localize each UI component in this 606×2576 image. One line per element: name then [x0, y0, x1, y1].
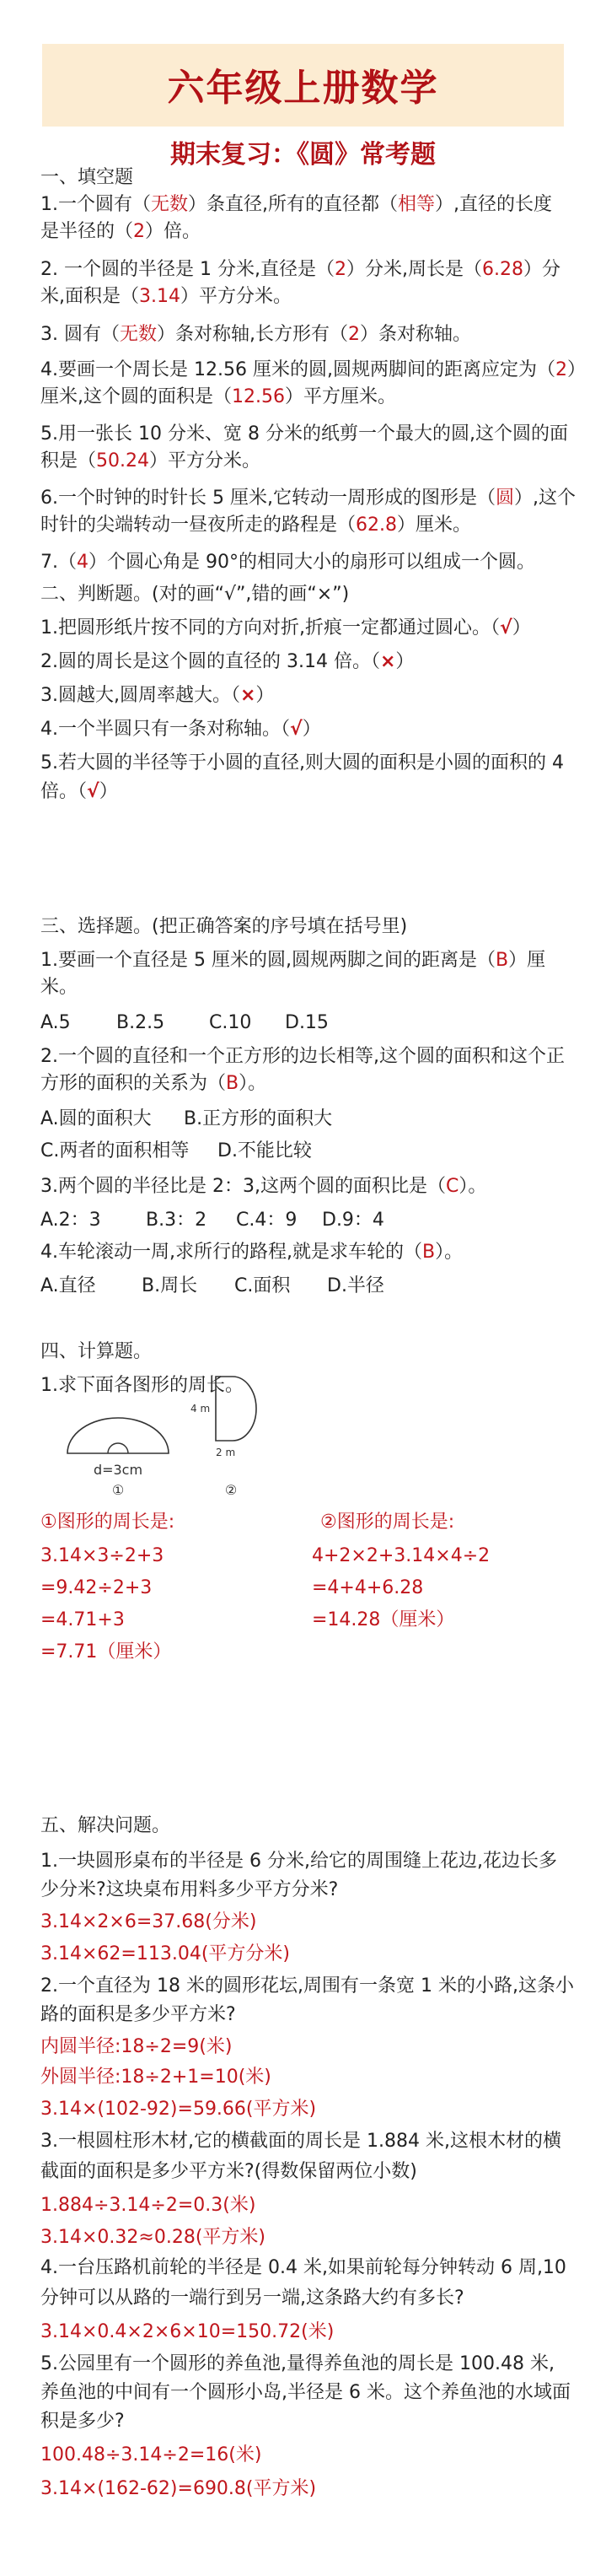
- calc-sol1-step: =9.42÷2+3: [40, 1577, 153, 1598]
- solve-q2-line: 2.一个直径为 18 米的圆形花坛,周围有一条宽 1 米的小路,这条小: [40, 1975, 574, 1997]
- choice-q2-line1: 2.一个圆的直径和一个正方形的边长相等,这个圆的面积和这个正: [40, 1046, 565, 1067]
- fill-q3: 3. 圆有（无数）条对称轴,长方形有（2）条对称轴。: [40, 324, 472, 345]
- solve-q4-line: 分钟可以从路的一端行到另一端,这条路大约有多长?: [40, 2288, 464, 2309]
- solve-q1-line: 少分米?这块桌布用料多少平方分米?: [40, 1879, 339, 1900]
- solve-a3-line: 1.884÷3.14÷2=0.3(米): [40, 2195, 256, 2216]
- solve-a2-line: 3.14×(102-92)=59.66(平方米): [40, 2099, 317, 2120]
- svg-text:②: ②: [224, 1482, 238, 1498]
- svg-text:2 m: 2 m: [216, 1447, 236, 1458]
- check-mark: √: [87, 781, 99, 802]
- cross-mark: ×: [239, 685, 256, 706]
- fill-q2-line1: 2. 一个圆的半径是 1 分米,直径是（2）分米,周长是（6.28）分: [40, 259, 560, 280]
- fill-q4-line1: 4.要画一个周长是 12.56 厘米的圆,圆规两脚间的距离应定为（2）: [40, 359, 586, 380]
- solve-q2-line: 路的面积是多少平方米?: [40, 2004, 236, 2025]
- choice-q4: 4.车轮滚动一周,求所行的路程,就是求车轮的（B）。: [40, 1242, 464, 1263]
- fill-q6-line2: 时针的尖端转动一昼夜所走的路程是（62.8）厘米。: [40, 515, 472, 536]
- solve-q3-line: 截面的面积是多少平方米?(得数保留两位小数): [40, 2161, 417, 2182]
- choice-q2-line2: 方形的面积的关系为（B）。: [40, 1073, 267, 1094]
- section-heading-fill: 一、填空题: [40, 167, 134, 188]
- section-heading-solve: 五、解决问题。: [40, 1815, 171, 1836]
- solve-a1-line: 3.14×62=113.04(平方分米): [40, 1943, 290, 1964]
- solve-a5-line: 3.14×(162-62)=690.8(平方米): [40, 2478, 317, 2499]
- page-title: 六年级上册数学: [167, 67, 439, 110]
- fill-q1-line2: 是半径的（2）倍。: [40, 221, 201, 242]
- solve-q5-line: 5.公园里有一个圆形的养鱼池,量得养鱼池的周长是 100.48 米,: [40, 2353, 555, 2374]
- cross-mark: ×: [379, 651, 396, 672]
- calc-sol2-step: =14.28（厘米）: [312, 1609, 455, 1630]
- solve-q4-line: 4.一台压路机前轮的半径是 0.4 米,如果前轮每分钟转动 6 周,10: [40, 2257, 566, 2278]
- semicircle-figure: [59, 1407, 194, 1500]
- judge-q5-line2: 倍。（√）: [40, 781, 118, 802]
- fill-q1-line1: 1.一个圆有（无数）条直径,所有的直径都（相等）,直径的长度: [40, 194, 553, 215]
- judge-q5-line1: 5.若大圆的半径等于小圆的直径,则大圆的面积是小圆的面积的 4: [40, 752, 564, 773]
- check-mark: √: [290, 719, 303, 740]
- fill-q6-line1: 6.一个时钟的时针长 5 厘米,它转动一周形成的图形是（圆）,这个: [40, 488, 576, 509]
- judge-q1: 1.把圆形纸片按不同的方向对折,折痕一定都通过圆心。（√）: [40, 617, 531, 639]
- fill-q7: 7.（4）个圆心角是 90°的相同大小的扇形可以组成一个圆。: [40, 552, 535, 573]
- judge-q4: 4.一个半圆只有一条对称轴。（√）: [40, 719, 321, 740]
- calc-sol2-title: ②图形的周长是:: [320, 1512, 455, 1533]
- choice-q1-line2: 米。: [40, 977, 78, 998]
- solve-a2-line: 外圆半径:18÷2+1=10(米): [40, 2067, 271, 2088]
- section-heading-judge: 二、判断题。(对的画“√”,错的画“×”): [40, 584, 350, 605]
- calc-sol2-step: =4+4+6.28: [312, 1577, 424, 1598]
- calc-sol2-step: 4+2×2+3.14×4÷2: [312, 1545, 491, 1566]
- svg-text:①: ①: [111, 1482, 125, 1498]
- fill-q5-line1: 5.用一张长 10 分米、宽 8 分米的纸剪一个最大的圆,这个圆的面: [40, 423, 568, 445]
- choice-q1-line1: 1.要画一个直径是 5 厘米的圆,圆规两脚之间的距离是（B）厘: [40, 950, 546, 971]
- fill-q4-line2: 厘米,这个圆的面积是（12.56）平方厘米。: [40, 386, 396, 407]
- solve-a5-line: 100.48÷3.14÷2=16(米): [40, 2444, 262, 2466]
- section-heading-choice: 三、选择题。(把正确答案的序号填在括号里): [40, 916, 408, 937]
- calc-sol1-step: =4.71+3: [40, 1609, 125, 1630]
- solve-a2-line: 内圆半径:18÷2=9(米): [40, 2036, 233, 2057]
- fill-q5-line2: 积是（50.24）平方分米。: [40, 450, 261, 472]
- solve-q5-line: 积是多少?: [40, 2411, 125, 2432]
- calc-sol1-step: =7.71（厘米）: [40, 1641, 172, 1663]
- judge-q3: 3.圆越大,圆周率越大。（×）: [40, 685, 275, 706]
- solve-a1-line: 3.14×2×6=37.68(分米): [40, 1911, 257, 1932]
- solve-q3-line: 3.一根圆柱形木材,它的横截面的周长是 1.884 米,这根木材的横: [40, 2131, 561, 2152]
- choice-q3: 3.两个圆的半径比是 2：3,这两个圆的面积比是（C）。: [40, 1176, 487, 1197]
- solve-q1-line: 1.一块圆形桌布的半径是 6 分米,给它的周围缝上花边,花边长多: [40, 1851, 557, 1872]
- svg-text:d=3cm: d=3cm: [93, 1462, 143, 1478]
- judge-q2: 2.圆的周长是这个圆的直径的 3.14 倍。（×）: [40, 651, 415, 672]
- svg-text:4 m: 4 m: [190, 1403, 211, 1415]
- fill-q2-line2: 米,面积是（3.14）平方分米。: [40, 286, 292, 307]
- solve-a4-line: 3.14×0.4×2×6×10=150.72(米): [40, 2321, 335, 2342]
- solve-q5-line: 养鱼池的中间有一个圆形小岛,半径是 6 米。这个养鱼池的水域面: [40, 2382, 571, 2403]
- page-subtitle: 期末复习：《圆》常考题: [170, 140, 436, 170]
- solve-a3-line: 3.14×0.32≈0.28(平方米): [40, 2227, 265, 2248]
- calc-sol1-step: 3.14×3÷2+3: [40, 1545, 164, 1566]
- check-mark: √: [500, 617, 512, 639]
- rect-semicircle-figure: [184, 1368, 285, 1503]
- section-heading-calc: 四、计算题。: [40, 1341, 153, 1362]
- calc-sol1-title: ①图形的周长是:: [40, 1512, 175, 1533]
- calc-q1: 1.求下面各图形的周长。: [40, 1375, 244, 1396]
